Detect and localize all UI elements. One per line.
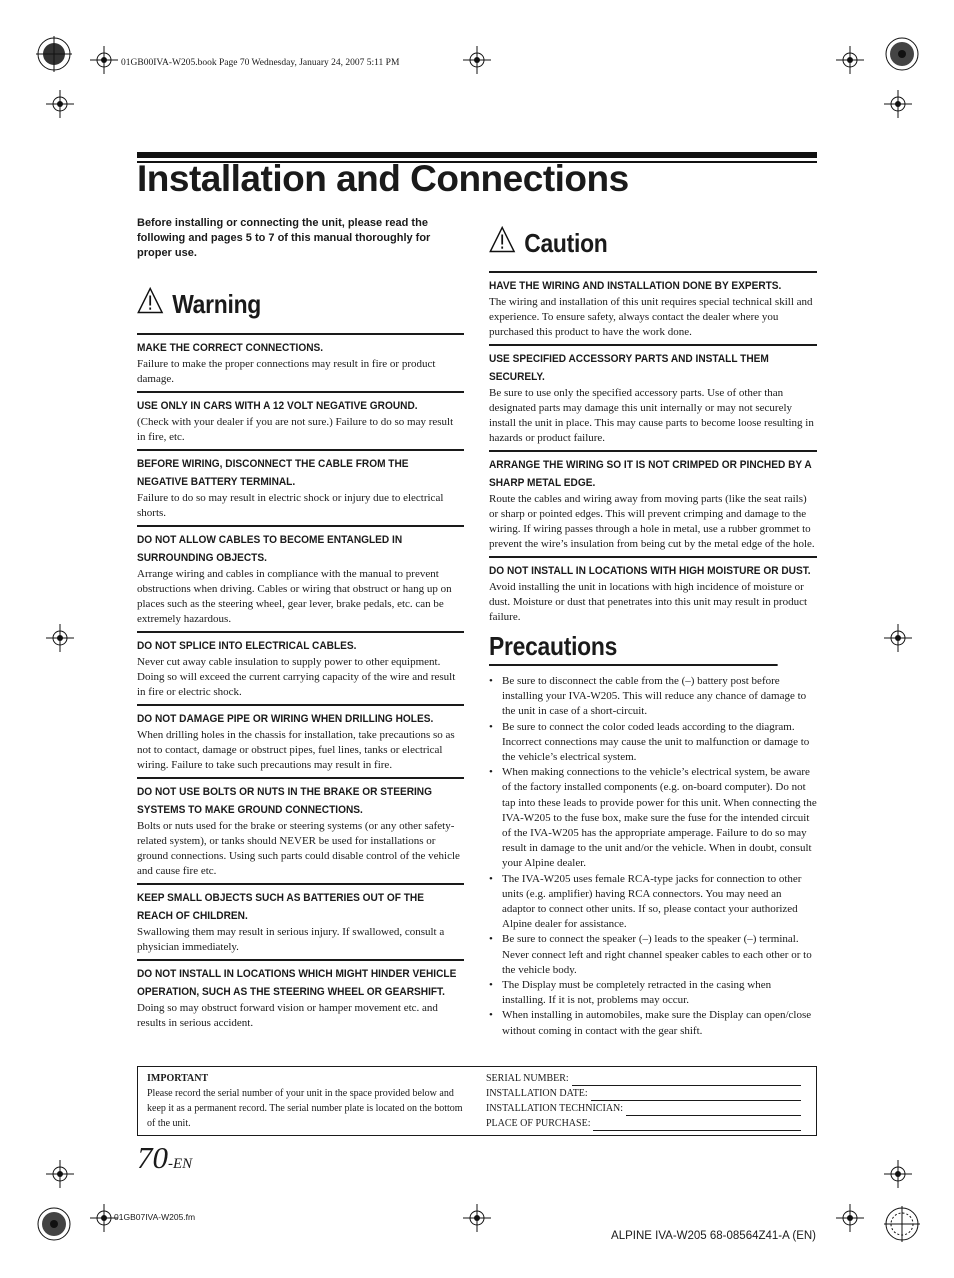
precaution-item: [489, 1008, 817, 1038]
registration-mark-bottom-right-circle: [884, 1206, 920, 1242]
warning-item: [137, 391, 464, 445]
important-info: [147, 1071, 467, 1131]
registration-mark-left-upper: [46, 90, 74, 118]
warning-heading-label: Warning: [172, 288, 262, 319]
warning-item-title: USE ONLY IN CARS WITH A 12 VOLT NEGATIVE GROUND.: [137, 400, 418, 412]
warning-item-title: MAKE THE CORRECT CONNECTIONS.: [137, 342, 324, 354]
caution-heading: [489, 226, 778, 260]
precaution-text: When installing in automobiles, make sure the Display can open/close without coming in contact with the gear shift.: [502, 1009, 812, 1037]
registration-mark-top-left-circle: [36, 36, 72, 72]
footer-model-code: ALPINE IVA-W205 68-08564Z41-A (EN): [611, 1230, 816, 1242]
warning-item-title: DO NOT DAMAGE PIPE OR WIRING WHEN DRILLING HOLES.: [137, 713, 434, 725]
caution-item-body: The wiring and installation of this unit requires special technical skill and experience. To ensure safety, always contact the dealer where you purchased this product to have the work done.: [489, 296, 813, 338]
bullet: •: [489, 720, 493, 733]
installation-date-field[interactable]: [486, 1086, 801, 1101]
record-fields: [486, 1071, 801, 1131]
intro-text: Before installing or connecting the unit, please read the following and pages 5 to 7 of this manual thoroughly for proper use.: [137, 217, 431, 259]
book-header-info: 01GB00IVA-W205.book Page 70 Wednesday, January 24, 2007 5:11 PM: [121, 58, 400, 68]
precaution-item: [489, 765, 817, 871]
precaution-item: [489, 978, 817, 1008]
warning-triangle-icon: [137, 287, 163, 321]
caution-item-title: USE SPECIFIED ACCESSORY PARTS AND INSTALL THEM SECURELY.: [489, 353, 769, 383]
registration-mark-top-left-cross: [90, 46, 118, 74]
registration-mark-top-right-cross: [836, 46, 864, 74]
registration-mark-right-upper: [884, 90, 912, 118]
registration-mark-bottom-right-cross: [836, 1204, 864, 1232]
precaution-text: The IVA-W205 uses female RCA-type jacks for connection to other units (e.g. amplifier) having RCA connectors. You may need an adaptor to connect other units. If so, please contact your authorized Alpine dealer for assistance.: [502, 872, 802, 931]
bullet: •: [489, 872, 493, 885]
warning-item-body: When drilling holes in the chassis for installation, take precautions so as not to contact, damage or obstruct pipes, fuel lines, tanks or electrical wiring. Failure to take such precautions may result in fire.: [137, 729, 455, 771]
page-number: [137, 1140, 192, 1176]
serial-number-field[interactable]: [486, 1071, 801, 1086]
important-title: IMPORTANT: [147, 1073, 209, 1084]
warning-item: [137, 883, 464, 955]
warning-item: [137, 959, 464, 1031]
caution-item-body: Avoid installing the unit in locations with high incidence of moisture or dust. Moisture or dust that penetrates into this unit may result in product failure.: [489, 581, 808, 623]
bullet: •: [489, 979, 493, 992]
installation-technician-field[interactable]: [486, 1101, 801, 1116]
page-title: Installation and Connections: [137, 158, 629, 199]
important-text: Please record the serial number of your unit in the space provided below and keep it as a permanent record. The serial number plate is located on the bottom of the unit.: [147, 1088, 463, 1129]
caution-item-title: HAVE THE WIRING AND INSTALLATION DONE BY EXPERTS.: [489, 280, 782, 292]
caution-item-body: Route the cables and wiring away from moving parts (like the seat rails) or sharp or pointed edges. This will prevent crimping and damage to the wiring. If wiring passes through a hole in metal, use a rubber grommet to prevent the wire’s insulation from being cut by the metal edge of the hole.: [489, 493, 815, 550]
page-number-suffix: -EN: [168, 1156, 193, 1172]
field-line: [572, 1075, 801, 1086]
field-label: INSTALLATION DATE:: [486, 1088, 588, 1099]
warning-item-body: Never cut away cable insulation to supply power to other equipment. Doing so will exceed the current carrying capacity of the wire and result in fire or electric shock.: [137, 656, 456, 698]
caution-item-title: ARRANGE THE WIRING SO IT IS NOT CRIMPED OR PINCHED BY A SHARP METAL EDGE.: [489, 459, 812, 489]
warning-item: [137, 704, 464, 773]
warning-item-title: DO NOT ALLOW CABLES TO BECOME ENTANGLED IN SURROUNDING OBJECTS.: [137, 534, 403, 564]
place-of-purchase-field[interactable]: [486, 1116, 801, 1131]
bullet: •: [489, 675, 493, 687]
page-number-value: 70: [137, 1140, 168, 1175]
caution-item: [489, 271, 817, 340]
caution-item: [489, 344, 817, 446]
registration-mark-left-middle: [46, 624, 74, 652]
warning-item-body: (Check with your dealer if you are not sure.) Failure to do so may result in fire, etc.: [137, 416, 454, 443]
registration-mark-right-lower: [884, 1160, 912, 1188]
warning-item: [137, 333, 464, 387]
registration-mark-bottom-center: [463, 1204, 491, 1232]
warning-item: [137, 631, 464, 700]
field-line: [626, 1105, 801, 1116]
warning-item-body: Doing so may obstruct forward vision or hamper movement etc. and results in serious accident.: [137, 1002, 438, 1029]
field-label: PLACE OF PURCHASE:: [486, 1118, 591, 1129]
bullet: •: [489, 1009, 493, 1022]
field-label: INSTALLATION TECHNICIAN:: [486, 1103, 624, 1114]
warning-item-title: KEEP SMALL OBJECTS SUCH AS BATTERIES OUT OF THE REACH OF CHILDREN.: [137, 892, 424, 922]
caution-item: [489, 450, 817, 552]
warning-item: [137, 525, 464, 627]
caution-triangle-icon: [489, 226, 515, 260]
warning-item-body: Arrange wiring and cables in compliance with the manual to prevent obstructions when driving. Cables or wiring that obstruct or hang up on places such as the steering wheel, gear lever, brake pedals, etc. can be extremely hazardous.: [137, 568, 452, 625]
warning-heading: [137, 287, 425, 321]
warning-items: [137, 333, 464, 1031]
warning-item: [137, 777, 464, 879]
precaution-item: [489, 674, 817, 720]
precaution-item: [489, 872, 817, 933]
left-column: [137, 216, 464, 1035]
warning-item-body: Failure to do so may result in electric shock or injury due to electrical shorts.: [137, 492, 444, 519]
registration-mark-bottom-left-circle: [36, 1206, 72, 1242]
caution-items: [489, 271, 817, 625]
precaution-item: [489, 932, 817, 978]
bullet: •: [489, 766, 493, 779]
warning-item-body: Bolts or nuts used for the brake or steering systems (or any other safety-related system), or tanks should NEVER be used for installations or ground connections. Using such parts could disable control of the vehicle and cause fire etc.: [137, 820, 460, 877]
registration-mark-top-center: [463, 46, 491, 74]
important-box: [137, 1066, 817, 1136]
caution-heading-label: Caution: [524, 227, 608, 258]
footer-file-name: 01GB07IVA-W205.fm: [114, 1212, 196, 1222]
warning-item-body: Swallowing them may result in serious injury. If swallowed, consult a physician immediately.: [137, 926, 445, 953]
warning-item-title: DO NOT USE BOLTS OR NUTS IN THE BRAKE OR STEERING SYSTEMS TO MAKE GROUND CONNECTIONS.: [137, 786, 433, 816]
caution-item-title: DO NOT INSTALL IN LOCATIONS WITH HIGH MOISTURE OR DUST.: [489, 565, 811, 577]
warning-item-title: BEFORE WIRING, DISCONNECT THE CABLE FROM THE NEGATIVE BATTERY TERMINAL.: [137, 458, 409, 488]
precaution-text: Be sure to connect the color coded leads according to the diagram. Incorrect connections may cause the unit to malfunction or damage to the vehicle’s electrical system.: [502, 720, 810, 764]
precaution-text: Be sure to connect the speaker (–) leads to the speaker (–) terminal. Never connect left and right channel speaker cables to each other or to the vehicle body.: [502, 933, 812, 976]
caution-item-body: Be sure to use only the specified accessory parts. Use of other than designated parts may damage this unit internally or may not securely install the unit in place. This may cause parts to become loose resulting in hazards or product failure.: [489, 387, 814, 444]
precaution-text: Be sure to disconnect the cable from the (–) battery post before installing your IVA-W205. This will reduce any chance of damage to the unit in case of a short-circuit.: [502, 675, 807, 718]
field-line: [591, 1090, 801, 1101]
registration-mark-left-lower: [46, 1160, 74, 1188]
warning-item: [137, 449, 464, 521]
bullet: •: [489, 933, 493, 946]
precaution-text: The Display must be completely retracted in the casing when installing. If it is not, problems may occur.: [502, 979, 772, 1007]
field-label: SERIAL NUMBER:: [486, 1073, 569, 1084]
warning-item-title: DO NOT INSTALL IN LOCATIONS WHICH MIGHT HINDER VEHICLE OPERATION, SUCH AS THE STEERING WHEEL OR GEARSHIFT.: [137, 968, 457, 998]
right-column: [489, 226, 817, 1039]
registration-mark-top-right-circle: [884, 36, 920, 72]
caution-item: [489, 556, 817, 625]
precautions-list: [489, 674, 817, 1039]
registration-mark-right-middle: [884, 624, 912, 652]
warning-item-title: DO NOT SPLICE INTO ELECTRICAL CABLES.: [137, 640, 357, 652]
precaution-text: When making connections to the vehicle’s electrical system, be aware of the factory installed components (e.g. on-board computer). Do not tap into these leads to provide power for this unit. When connecting the IVA-W205 to the fuse box, make sure the fuse for the intended circuit of the IVA-W205 has the appropriate amperage. Failure to do so may result in damage to the unit and/or the vehicle. When in doubt, consult your Alpine dealer.: [502, 766, 817, 870]
field-line: [593, 1120, 801, 1131]
precautions-heading: Precautions: [489, 631, 778, 666]
warning-item-body: Failure to make the proper connections may result in fire or product damage.: [137, 358, 436, 385]
precaution-item: [489, 720, 817, 766]
